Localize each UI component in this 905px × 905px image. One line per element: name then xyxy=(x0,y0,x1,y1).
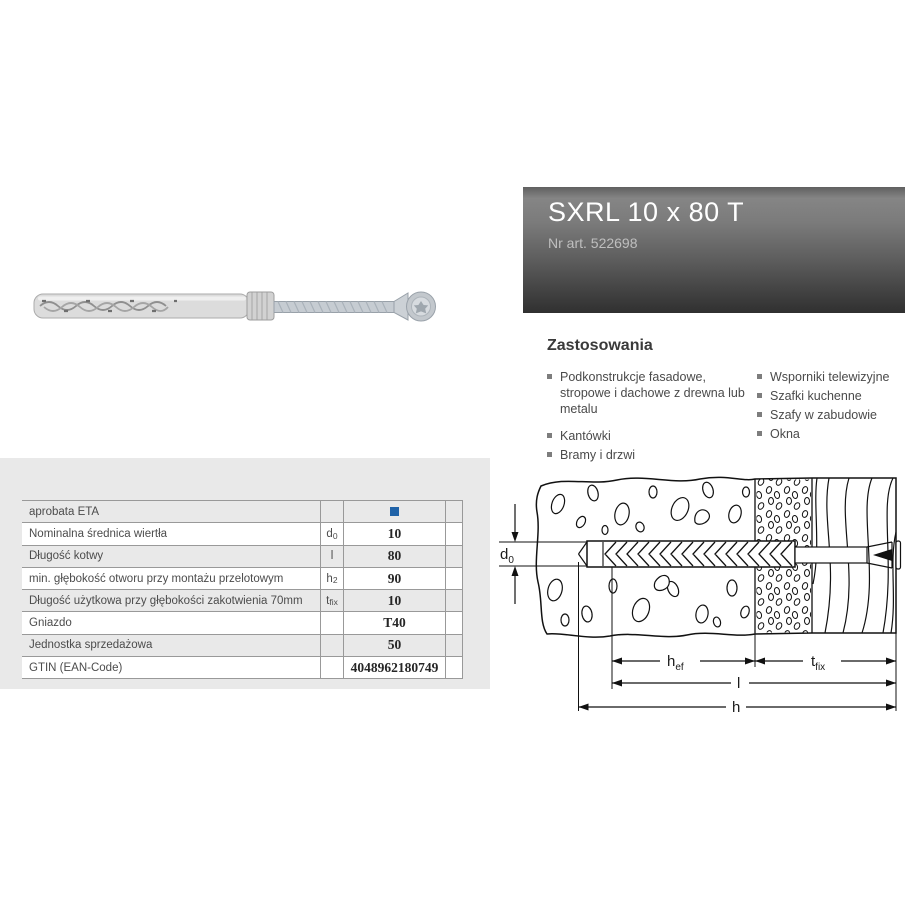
list-item: Szafy w zabudowie xyxy=(757,407,905,423)
svg-text:h: h xyxy=(732,699,741,716)
svg-text:l: l xyxy=(737,675,741,692)
article-number: Nr art. 522698 xyxy=(548,235,638,251)
svg-text:hef: $h_{ef}$ xyxy=(667,653,684,673)
product-header xyxy=(523,187,905,313)
applications-list-left xyxy=(547,369,757,466)
applications-title: Zastosowania xyxy=(547,337,653,354)
svg-text:d0: $d_0$ xyxy=(500,546,514,566)
table-row: Długość użytkowa przy głębokości zakotwienia 70mm t fix 10 xyxy=(22,589,463,611)
svg-text:tfix: $t_{fix}$ xyxy=(811,653,826,673)
table-row: Nominalna średnica wiertła d 0 10 xyxy=(22,522,463,544)
list-item: Szafki kuchenne xyxy=(757,388,905,404)
table-row: Jednostka sprzedażowa 50 xyxy=(22,634,463,656)
bullet-square-icon xyxy=(757,374,762,379)
list-item: Kantówki xyxy=(547,428,757,444)
product-title: SXRL 10 x 80 T xyxy=(548,197,745,227)
d0-dimension xyxy=(500,504,519,604)
table-row: min. głębokość otworu przy montażu przelotowym h 2 90 xyxy=(22,567,463,589)
applications-section xyxy=(547,337,905,466)
list-item: Bramy i drzwi xyxy=(547,447,757,463)
list-item: Okna xyxy=(757,426,905,442)
applications-list-right xyxy=(757,369,905,466)
bullet-square-icon xyxy=(757,412,762,417)
hef-dimension xyxy=(612,653,755,673)
bullet-square-icon xyxy=(547,374,552,379)
list-item: Wsporniki telewizyjne xyxy=(757,369,905,385)
sleeve-collar xyxy=(247,292,274,320)
screw-shank xyxy=(795,547,867,563)
screw-head-cone xyxy=(394,293,408,320)
bullet-square-icon xyxy=(757,431,762,436)
table-row: Długość kotwy l 80 xyxy=(22,545,463,567)
installation-diagram xyxy=(495,462,905,720)
h-dimension xyxy=(579,699,897,716)
table-row: aprobata ETA xyxy=(22,500,463,522)
screw-head-cap xyxy=(896,541,901,569)
bullet-square-icon xyxy=(547,452,552,457)
table-row: GTIN (EAN-Code) 4048962180749 xyxy=(22,656,463,678)
bullet-square-icon xyxy=(757,393,762,398)
l-dimension xyxy=(612,675,896,692)
tfix-dimension xyxy=(755,653,896,673)
bullet-square-icon xyxy=(547,433,552,438)
product-photo-anchor xyxy=(30,280,440,336)
eta-approval-marker xyxy=(390,507,399,516)
spec-table-panel xyxy=(0,458,490,689)
table-row: Gniazdo T40 xyxy=(22,611,463,633)
spec-table xyxy=(22,500,463,679)
list-item: Podkonstrukcje fasadowe, stropowe i dachowe z drewna lub metalu xyxy=(547,369,757,417)
